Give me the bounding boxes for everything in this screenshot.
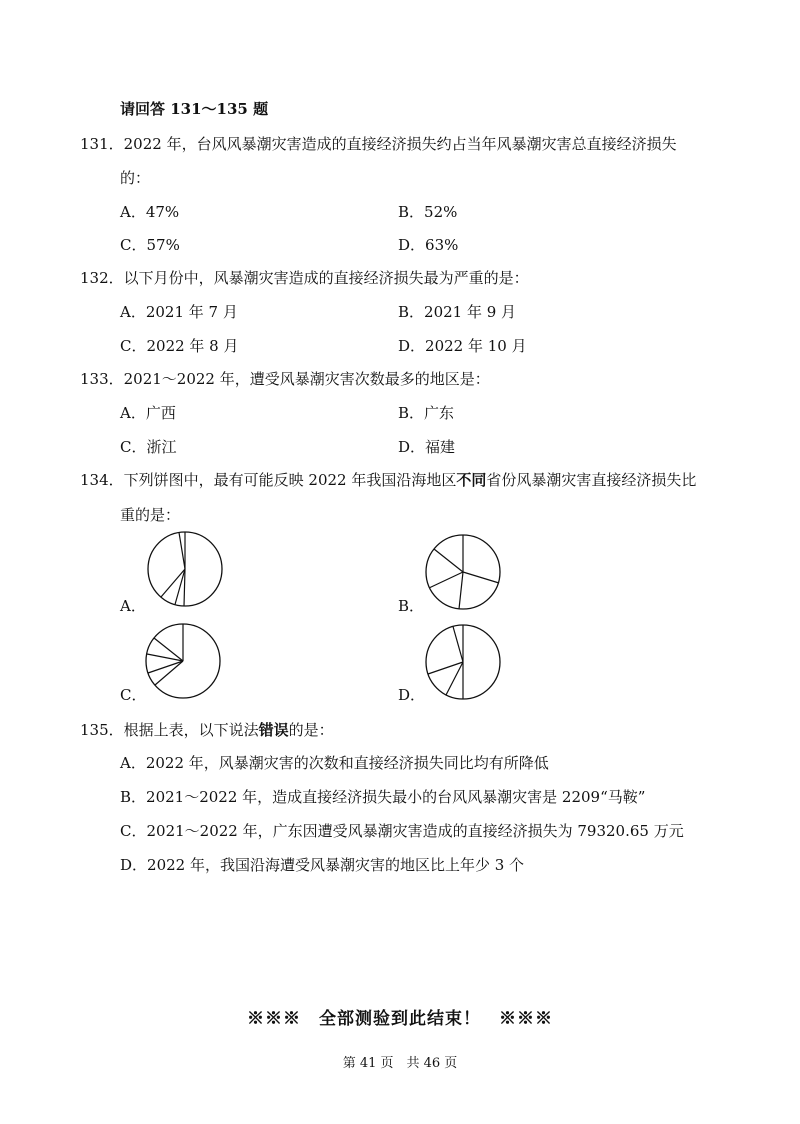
q132-stem: 132．以下月份中，风暴潮灾害造成的直接经济损失最为严重的是： xyxy=(80,269,529,287)
q134-stem-emphasis: 不同 xyxy=(456,471,487,489)
q134-stem xyxy=(80,470,696,490)
q131-option-a[interactable]: A．47% xyxy=(120,203,180,221)
q133-option-c[interactable]: C．浙江 xyxy=(120,438,177,456)
q134-option-c-pie[interactable] xyxy=(143,621,223,701)
q131-option-d[interactable]: D．63% xyxy=(398,236,459,254)
q132-option-d[interactable]: D．2022 年 10 月 xyxy=(398,337,527,355)
test-end-banner: ※※※ 全部测验到此结束！ ※※※ xyxy=(247,1009,553,1029)
q135-option-b[interactable]: B．2021～2022 年，造成直接经济损失最小的台风风暴潮灾害是 2209“马鞍” xyxy=(120,788,646,806)
section-intro: 请回答 131～135 题 xyxy=(120,100,269,118)
q131-option-b[interactable]: B．52% xyxy=(398,203,458,221)
q134-option-a-pie[interactable] xyxy=(145,529,225,609)
q135-stem-post: 的是： xyxy=(288,721,334,739)
q135-stem-emphasis: 错误 xyxy=(258,721,289,739)
q134-option-c-label[interactable]: C． xyxy=(120,686,147,704)
q132-option-c[interactable]: C．2022 年 8 月 xyxy=(120,337,239,355)
q134-option-d-label[interactable]: D． xyxy=(398,686,426,704)
q134-stem-post: 省份风暴潮灾害直接经济损失比 xyxy=(486,471,697,489)
q134-option-b-label[interactable]: B． xyxy=(398,597,425,615)
q131-stem: 131．2022 年，台风风暴潮灾害造成的直接经济损失约占当年风暴潮灾害总直接经济损失 xyxy=(80,135,677,153)
q135-stem xyxy=(80,720,334,740)
q135-stem-pre: 135．根据上表，以下说法 xyxy=(80,721,259,739)
q133-option-d[interactable]: D．福建 xyxy=(398,438,456,456)
q134-option-a-label[interactable]: A． xyxy=(120,597,146,615)
q134-option-d-pie[interactable] xyxy=(423,622,503,702)
q131-option-c[interactable]: C．57% xyxy=(120,236,180,254)
q135-option-a[interactable]: A．2022 年，风暴潮灾害的次数和直接经济损失同比均有所降低 xyxy=(120,754,549,772)
q134-stem-cont: 重的是： xyxy=(120,506,181,524)
q133-option-b[interactable]: B．广东 xyxy=(398,404,455,422)
page-number: 第 41 页 共 46 页 xyxy=(342,1056,458,1071)
q134-stem-pre: 134．下列饼图中，最有可能反映 2022 年我国沿海地区 xyxy=(80,471,457,489)
q132-option-a[interactable]: A．2021 年 7 月 xyxy=(120,303,238,321)
q132-option-b[interactable]: B．2021 年 9 月 xyxy=(398,303,517,321)
q131-stem-cont: 的： xyxy=(120,169,151,187)
q135-option-c[interactable]: C．2021～2022 年，广东因遭受风暴潮灾害造成的直接经济损失为 79320.65 万元 xyxy=(120,822,684,840)
q134-option-b-pie[interactable] xyxy=(423,532,503,612)
q135-option-d[interactable]: D．2022 年，我国沿海遭受风暴潮灾害的地区比上年少 3 个 xyxy=(120,856,525,874)
q133-option-a[interactable]: A．广西 xyxy=(120,404,176,422)
q133-stem: 133．2021～2022 年，遭受风暴潮灾害次数最多的地区是： xyxy=(80,370,490,388)
